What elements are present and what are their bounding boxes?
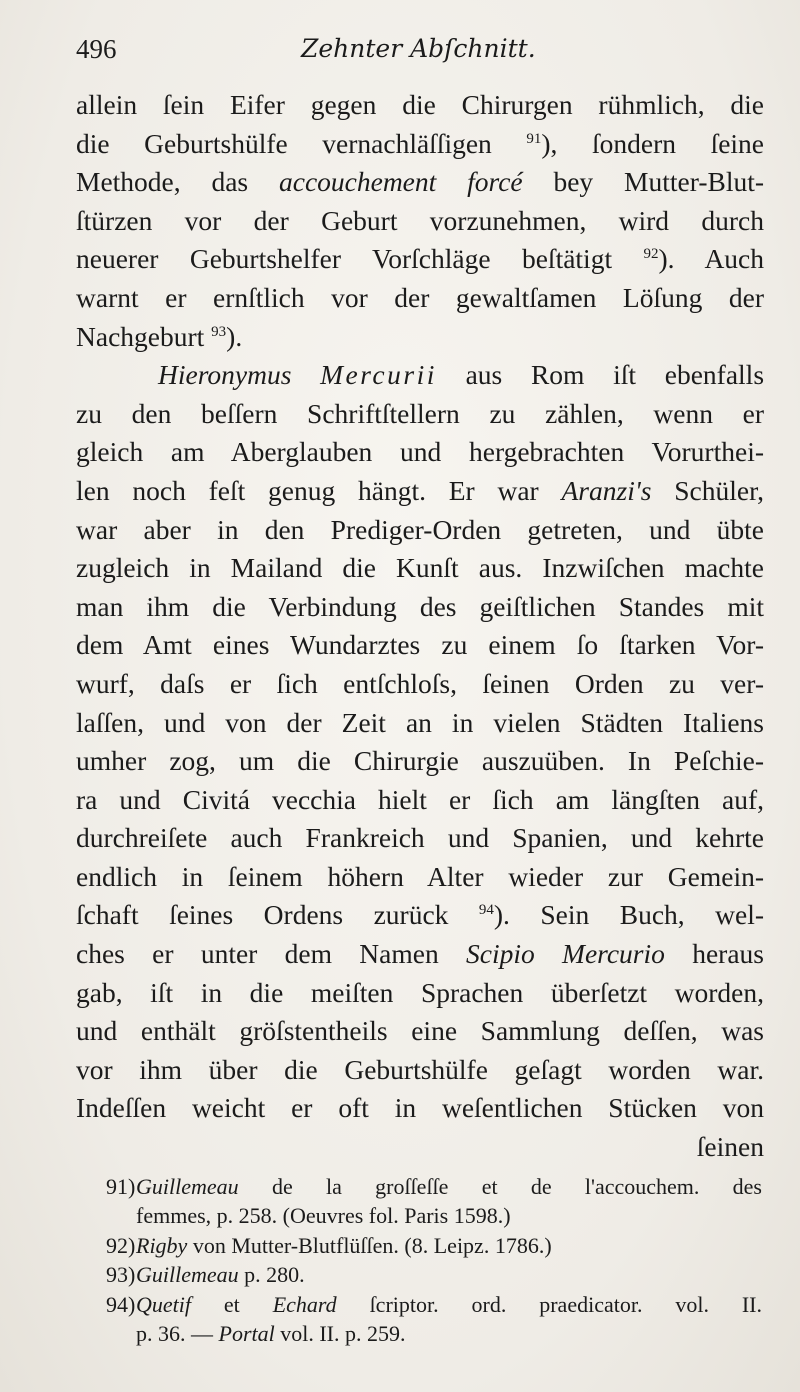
footnote-ref: 93: [211, 323, 227, 340]
page-header: [76, 28, 766, 76]
text-line: durchreiſete auch Frankreich und Spanien, und kehrte: [76, 822, 764, 854]
text-line: warnt er ernſtlich vor der gewaltſamen Löſung der: [76, 281, 764, 313]
page-number: 496: [76, 34, 117, 64]
footnote-ref: 92: [643, 246, 659, 263]
text-line: neuerer Geburtshelfer Vorſchläge beſtätigt $^{92}$). Auch: [76, 243, 765, 275]
text-line: war aber in den Prediger-Orden getreten, und übte: [76, 513, 764, 545]
person-name: Hieronymus: [158, 359, 292, 391]
text-line: Hieronymus Mercurii aus Rom iſt ebenfalls: [158, 359, 765, 391]
person-name-spaced: Mercurii: [320, 359, 437, 391]
footnote-91: 91)Guillemeau de la groſſeſſe et de l'accouchem. des: [106, 1172, 762, 1201]
footnote-91-cont: femmes, p. 258. (Oeuvres fol. Paris 1598.): [136, 1203, 511, 1229]
text-line: ſtürzen vor der Geburt vorzunehmen, wird durch: [76, 204, 764, 236]
text-line: gleich am Aberglauben und hergebrachten Vorurthei-: [76, 436, 764, 468]
person-name: Aranzi's: [561, 474, 652, 506]
footnote-ref: 94: [478, 902, 494, 919]
text-line: ſchaft ſeines Ordens zurück $^{94}$). Sein Buch, wel-: [76, 899, 764, 931]
italic-term: accouchement forcé: [279, 166, 523, 198]
catchword: ſeinen: [696, 1131, 764, 1163]
text-line: allein ſein Eifer gegen die Chirurgen rühmlich, die: [76, 89, 764, 120]
text-line: zugleich in Mailand die Kunſt aus. Inzwiſchen machte: [76, 552, 764, 584]
text-line: endlich in ſeinem höhern Alter wieder zur Gemein-: [76, 860, 764, 892]
running-head: Zehnter Abſchnitt.: [301, 34, 536, 63]
footnote-number: 92): [106, 1232, 136, 1258]
text-line: laſſen, und von der Zeit an in vielen Städten Italiens: [76, 706, 764, 738]
footnote-ref: 91: [526, 130, 542, 147]
footnote-number: 91): [106, 1174, 136, 1199]
book-title: Scipio Mercurio: [466, 938, 665, 970]
footnote-93: 93)Guillemeau p. 280.: [106, 1260, 762, 1289]
text-line: man ihm die Verbindung des geiſtlichen Standes mit: [76, 590, 764, 622]
text-line: wurf, daſs er ſich entſchloſs, ſeinen Orden zu ver-: [76, 667, 764, 699]
text-line: Indeſſen weicht er oft in weſentlichen Stücken von: [76, 1092, 764, 1124]
text-line: Methode, das accouchement forcé bey Mutter-Blut-: [76, 166, 765, 198]
footnote-number: 94): [106, 1291, 136, 1317]
text-line: ra und Civitá vecchia hielt er ſich am längſten auf,: [76, 783, 764, 815]
footnotes: [106, 1172, 762, 1348]
text-line: gab, iſt in die meiſten Sprachen überſetzt worden,: [76, 976, 764, 1008]
text-line: die Geburtshülfe vernachläſſigen $^{91}$), ſondern ſeine: [76, 127, 765, 159]
text-line: zu den beſſern Schriftſtellern zu zählen, wenn er: [76, 397, 764, 429]
footnote-94-cont: p. 36. — Portal vol. II. p. 259.: [136, 1320, 406, 1346]
text-line: und enthält gröſstentheils eine Sammlung deſſen, was: [76, 1015, 764, 1047]
text-line: len noch feſt genug hängt. Er war Aranzi's Schüler,: [76, 474, 764, 506]
text-line: ches er unter dem Namen Scipio Mercurio heraus: [76, 938, 764, 970]
text-line: Nachgeburt $^{93}$).: [76, 320, 243, 352]
text-line: dem Amt eines Wundarztes zu einem ſo ſtarken Vor-: [76, 629, 764, 661]
text-line: vor ihm über die Geburtshülfe geſagt worden war.: [76, 1053, 764, 1085]
footnote-92: 92)Rigby von Mutter-Blutflüſſen. (8. Leipz. 1786.): [106, 1231, 762, 1260]
footnote-number: 93): [106, 1262, 136, 1288]
footnote-94: 94)Quetif et Echard ſcriptor. ord. praedicator. vol. II.: [106, 1290, 762, 1319]
text-line: umher zog, um die Chirurgie auszuüben. In Peſchie-: [76, 745, 764, 777]
body-text: [76, 86, 764, 1167]
